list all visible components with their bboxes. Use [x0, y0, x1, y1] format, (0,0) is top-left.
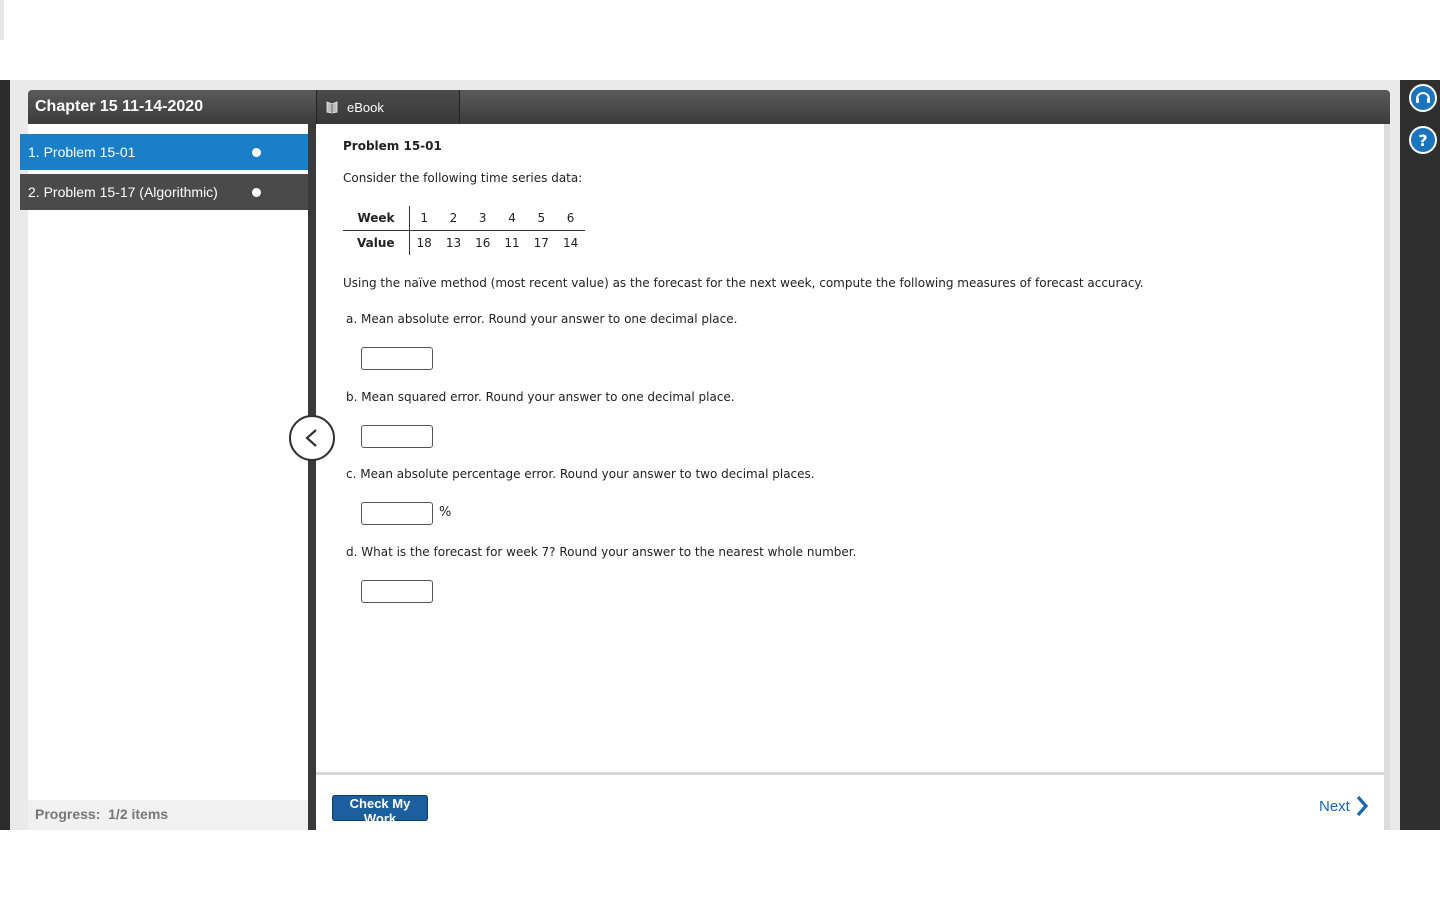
next-button[interactable]	[1319, 794, 1370, 818]
check-my-work-button[interactable]: Check My Work	[332, 795, 428, 821]
question-b: b. Mean squared error. Round your answer to one decimal place.	[346, 390, 735, 404]
problem-title: Problem 15-01	[343, 139, 442, 153]
status-dot	[252, 148, 261, 157]
instructions-text: Using the naïve method (most recent value) as the forecast for the next week, compute the following measures of forecast accuracy.	[343, 276, 1144, 290]
progress-value: 1/2 items	[108, 806, 169, 822]
table-cell: 1	[409, 206, 439, 231]
right-tool-rail	[1400, 80, 1440, 830]
table-cell: 16	[475, 236, 491, 250]
sidebar-item-problem-15-01[interactable]	[20, 134, 308, 170]
top-blank-area	[0, 0, 1440, 80]
content-footer	[316, 775, 1384, 830]
ebook-label: eBook	[347, 99, 384, 115]
question-d: d. What is the forecast for week 7? Round your answer to the nearest whole number.	[346, 545, 857, 559]
window-edge	[0, 0, 4, 40]
answer-a-input[interactable]	[361, 347, 433, 370]
time-series-table	[343, 206, 585, 255]
table-cell: 2	[439, 206, 468, 231]
headset-glyph	[1414, 89, 1432, 107]
sidebar-item-label: 1. Problem 15-01	[28, 144, 136, 160]
chevron-right-icon	[1354, 794, 1370, 818]
headset-icon[interactable]	[1409, 84, 1437, 112]
answer-b-input[interactable]	[361, 425, 433, 448]
table-cell: 11	[504, 236, 520, 250]
table-cell: 18	[416, 236, 432, 250]
problem-intro: Consider the following time series data:	[343, 171, 583, 185]
answer-d-input[interactable]	[361, 580, 433, 603]
help-icon[interactable]	[1409, 126, 1437, 154]
collapse-sidebar-button[interactable]	[289, 415, 335, 461]
answer-c-input[interactable]	[361, 502, 433, 525]
content-scrollbar[interactable]	[1384, 124, 1390, 830]
bottom-left-edge	[0, 830, 10, 900]
book-icon	[325, 100, 339, 114]
table-cell: 14	[562, 236, 579, 250]
chapter-title: Chapter 15 11-14-2020	[35, 98, 204, 115]
problem-sidebar	[28, 124, 308, 830]
question-c: c. Mean absolute percentage error. Round your answer to two decimal places.	[346, 467, 815, 481]
percent-unit: %	[439, 505, 452, 520]
sidebar-item-label: 2. Problem 15-17 (Algorithmic)	[28, 184, 218, 200]
table-row	[343, 206, 585, 231]
sidebar-divider	[308, 124, 316, 830]
next-label: Next	[1319, 797, 1350, 815]
chevron-left-icon	[302, 427, 322, 449]
header-bar	[28, 90, 1390, 124]
table-cell: 6	[556, 206, 585, 231]
sidebar-item-problem-15-17[interactable]	[20, 174, 308, 210]
table-row	[343, 231, 585, 256]
table-cell: 17	[533, 236, 549, 250]
ebook-tab[interactable]	[316, 90, 460, 124]
help-glyph: ?	[1418, 130, 1428, 150]
table-cell: 3	[468, 206, 497, 231]
progress-label: Progress:	[35, 806, 101, 822]
row-header-value: Value	[343, 231, 409, 256]
bottom-blank-area	[10, 830, 1423, 900]
table-cell: 4	[497, 206, 526, 231]
table-cell: 5	[527, 206, 556, 231]
question-a: a. Mean absolute error. Round your answer to one decimal place.	[346, 312, 738, 326]
left-frame-edge	[0, 80, 10, 830]
progress-indicator	[35, 806, 168, 822]
row-header-week: Week	[343, 206, 409, 231]
table-cell: 13	[445, 236, 462, 250]
status-dot	[252, 188, 261, 197]
